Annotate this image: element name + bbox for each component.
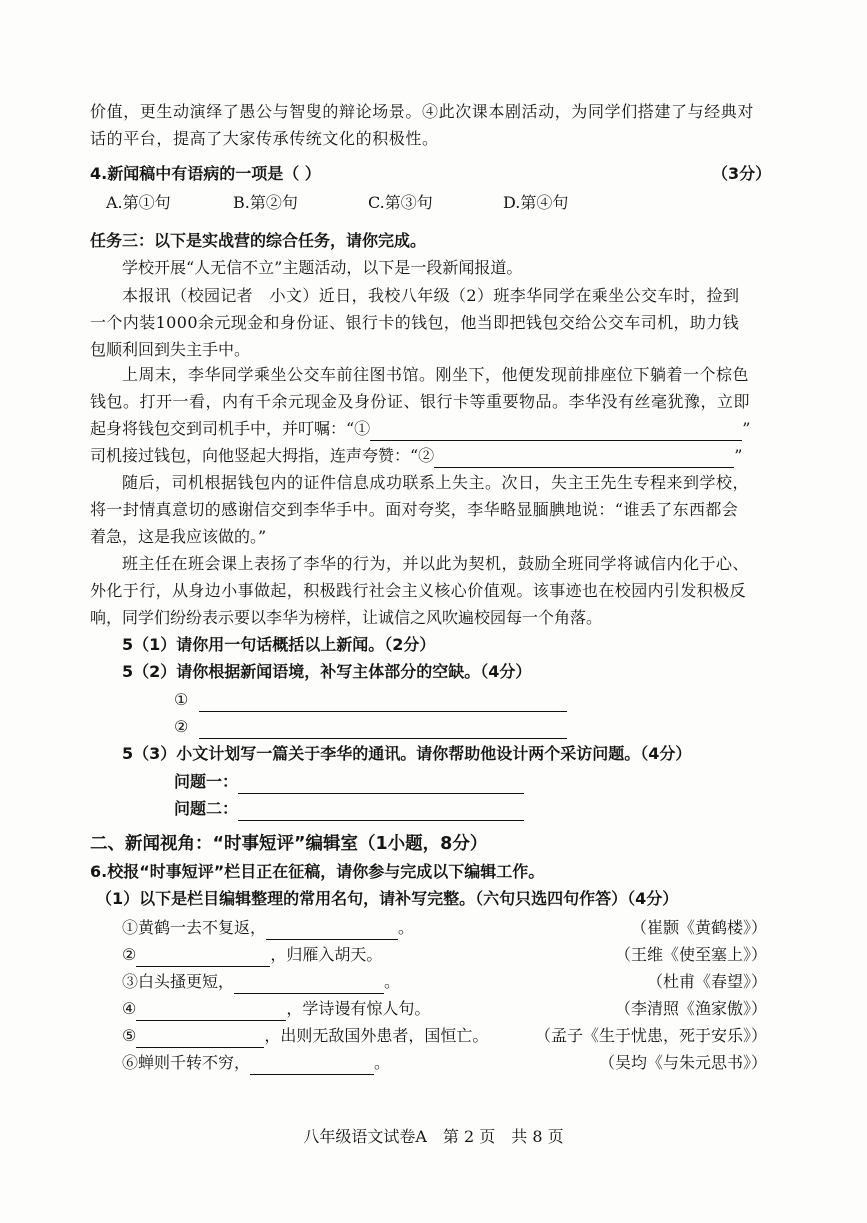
question-4-score: （3分） [712, 164, 772, 183]
option-b: B.第②句 [233, 193, 298, 212]
option-a: A.第①句 [106, 193, 171, 212]
poem-text: ⑤ [122, 1026, 137, 1045]
option-d: D.第④句 [503, 193, 569, 212]
news-line-with-blank-2 [90, 444, 742, 468]
poem-text: 。 [384, 972, 401, 991]
poem-source-5: （孟子《生于忧患，死于安乐》） [534, 1026, 767, 1045]
news-text: 司机接过钱包，向他竖起大拇指，连声夸赞：“② [90, 446, 435, 465]
poem-line-4 [122, 997, 430, 1021]
news-line: 着急，这是我应该做的。” [90, 527, 267, 546]
poem-line-5 [122, 1024, 488, 1048]
poem-source-3: （杜甫《春望》） [646, 972, 767, 991]
news-line: 上周末，李华同学乘坐公交车前往图书馆。刚坐下，他便发现前排座位下躺着一个棕色 [122, 365, 750, 384]
label: 问题一： [174, 772, 239, 791]
label: 问题二： [174, 799, 239, 818]
task3-heading: 任务三：以下是实战营的综合任务，请你完成。 [90, 231, 427, 250]
poem-blank-3[interactable] [234, 975, 384, 994]
news-line: 将一封情真意切的感谢信交到李华手中。面对夸奖，李华略显腼腆地说：“谁丢了东西都会 [90, 500, 739, 519]
news-line: 随后，司机根据钱包内的证件信息成功联系上失主。次日，失主王先生专程来到学校， [122, 473, 750, 492]
quote-close: ” [734, 446, 743, 465]
poem-text: ⑥蝉则千转不穷， [122, 1053, 251, 1072]
answer-blank-2[interactable] [434, 449, 734, 468]
poem-blank-2[interactable] [136, 948, 270, 967]
question-5-1: 5（1）请你用一句话概括以上新闻。（2分） [122, 635, 436, 654]
poem-line-2 [122, 943, 382, 967]
answer-blank-q5-2-1[interactable] [199, 693, 567, 712]
option-c: C.第③句 [368, 193, 433, 212]
poem-text: ，出则无敌国外患者，国恒亡。 [264, 1026, 489, 1045]
poem-source-4: （李清照《渔家傲》） [614, 999, 767, 1018]
news-text: 起身将钱包交到司机手中，并叮嘱：“① [90, 419, 371, 438]
answer-blank-q5-2-2[interactable] [199, 720, 567, 739]
poem-source-6: （吴均《与朱元思书》） [598, 1053, 767, 1072]
poem-line-6 [122, 1051, 390, 1075]
marker: ② [174, 717, 189, 736]
q5-2-answer-line-2 [174, 715, 567, 739]
q5-2-answer-line-1 [174, 688, 567, 712]
question-6-1-stem: （1）以下是栏目编辑整理的常用名句，请补写完整。（六句只选四句作答）（4分） [96, 889, 679, 908]
task3-lead: 学校开展“人无信不立”主题活动，以下是一段新闻报道。 [122, 258, 523, 277]
question-6-stem: 6.校报“时事短评”栏目正在征稿，请你参与完成以下编辑工作。 [90, 862, 545, 881]
poem-text: ，学诗谩有惊人句。 [286, 999, 431, 1018]
poem-blank-1[interactable] [266, 921, 398, 940]
news-line-with-blank-1 [90, 417, 750, 441]
poem-text: ④ [122, 999, 137, 1018]
news-line: 包顺利回到失主手中。 [90, 340, 251, 359]
paragraph-line: 价值，更生动演绎了愚公与智叟的辩论场景。④此次课本剧活动，为同学们搭建了与经典对 [90, 102, 755, 121]
q5-3-question-1 [174, 770, 524, 794]
news-line: 外化于行，从身边小事做起，积极践行社会主义核心价值观。该事迹也在校园内引发积极反 [90, 581, 747, 600]
answer-blank-q5-3-2[interactable] [238, 802, 524, 821]
poem-blank-4[interactable] [136, 1002, 286, 1021]
q5-3-question-2 [174, 797, 524, 821]
poem-source-2: （王维《使至塞上》） [614, 945, 767, 964]
question-4-stem: 4.新闻稿中有语病的一项是（ ） [90, 164, 321, 183]
news-line: 一个内装1000余元现金和身份证、银行卡的钱包，他当即把钱包交给公交车司机，助力钱 [90, 313, 740, 332]
poem-line-3 [122, 970, 400, 994]
poem-source-1: （崔颢《黄鹤楼》） [630, 918, 767, 937]
poem-line-1 [122, 916, 414, 940]
poem-text: ①黄鹤一去不复返， [122, 918, 267, 937]
quote-close: ” [742, 419, 751, 438]
question-5-2: 5（2）请你根据新闻语境，补写主体部分的空缺。（4分） [122, 662, 532, 681]
page-footer: 八年级语文试卷A 第 2 页 共 8 页 [303, 1127, 564, 1146]
poem-text: 。 [374, 1053, 391, 1072]
poem-text: ③白头搔更短， [122, 972, 235, 991]
poem-text: ，归雁入胡天。 [270, 945, 383, 964]
section-2-heading: 二、新闻视角：“时事短评”编辑室（1小题，8分） [90, 834, 488, 854]
poem-text: 。 [398, 918, 415, 937]
question-5-3: 5（3）小文计划写一篇关于李华的通讯。请你帮助他设计两个采访问题。（4分） [122, 744, 692, 763]
answer-blank-1[interactable] [370, 422, 742, 441]
news-line: 钱包。打开一看，内有千余元现金及身份证、银行卡等重要物品。李华没有丝毫犹豫，立即 [90, 392, 751, 411]
poem-blank-6[interactable] [250, 1056, 374, 1075]
answer-blank-q5-3-1[interactable] [238, 775, 524, 794]
news-line: 班主任在班会课上表扬了李华的行为，并以此为契机，鼓励全班同学将诚信内化于心、 [122, 554, 750, 573]
marker: ① [174, 690, 189, 709]
news-line: 响，同学们纷纷表示要以李华为榜样，让诚信之风吹遍校园每一个角落。 [90, 608, 603, 627]
paragraph-line: 话的平台，提高了大家传承传统文化的积极性。 [90, 129, 439, 148]
poem-blank-5[interactable] [136, 1029, 264, 1048]
news-line: 本报讯（校园记者 小文）近日，我校八年级（2）班李华同学在乘坐公交车时，捡到 [122, 286, 740, 305]
poem-text: ② [122, 945, 137, 964]
